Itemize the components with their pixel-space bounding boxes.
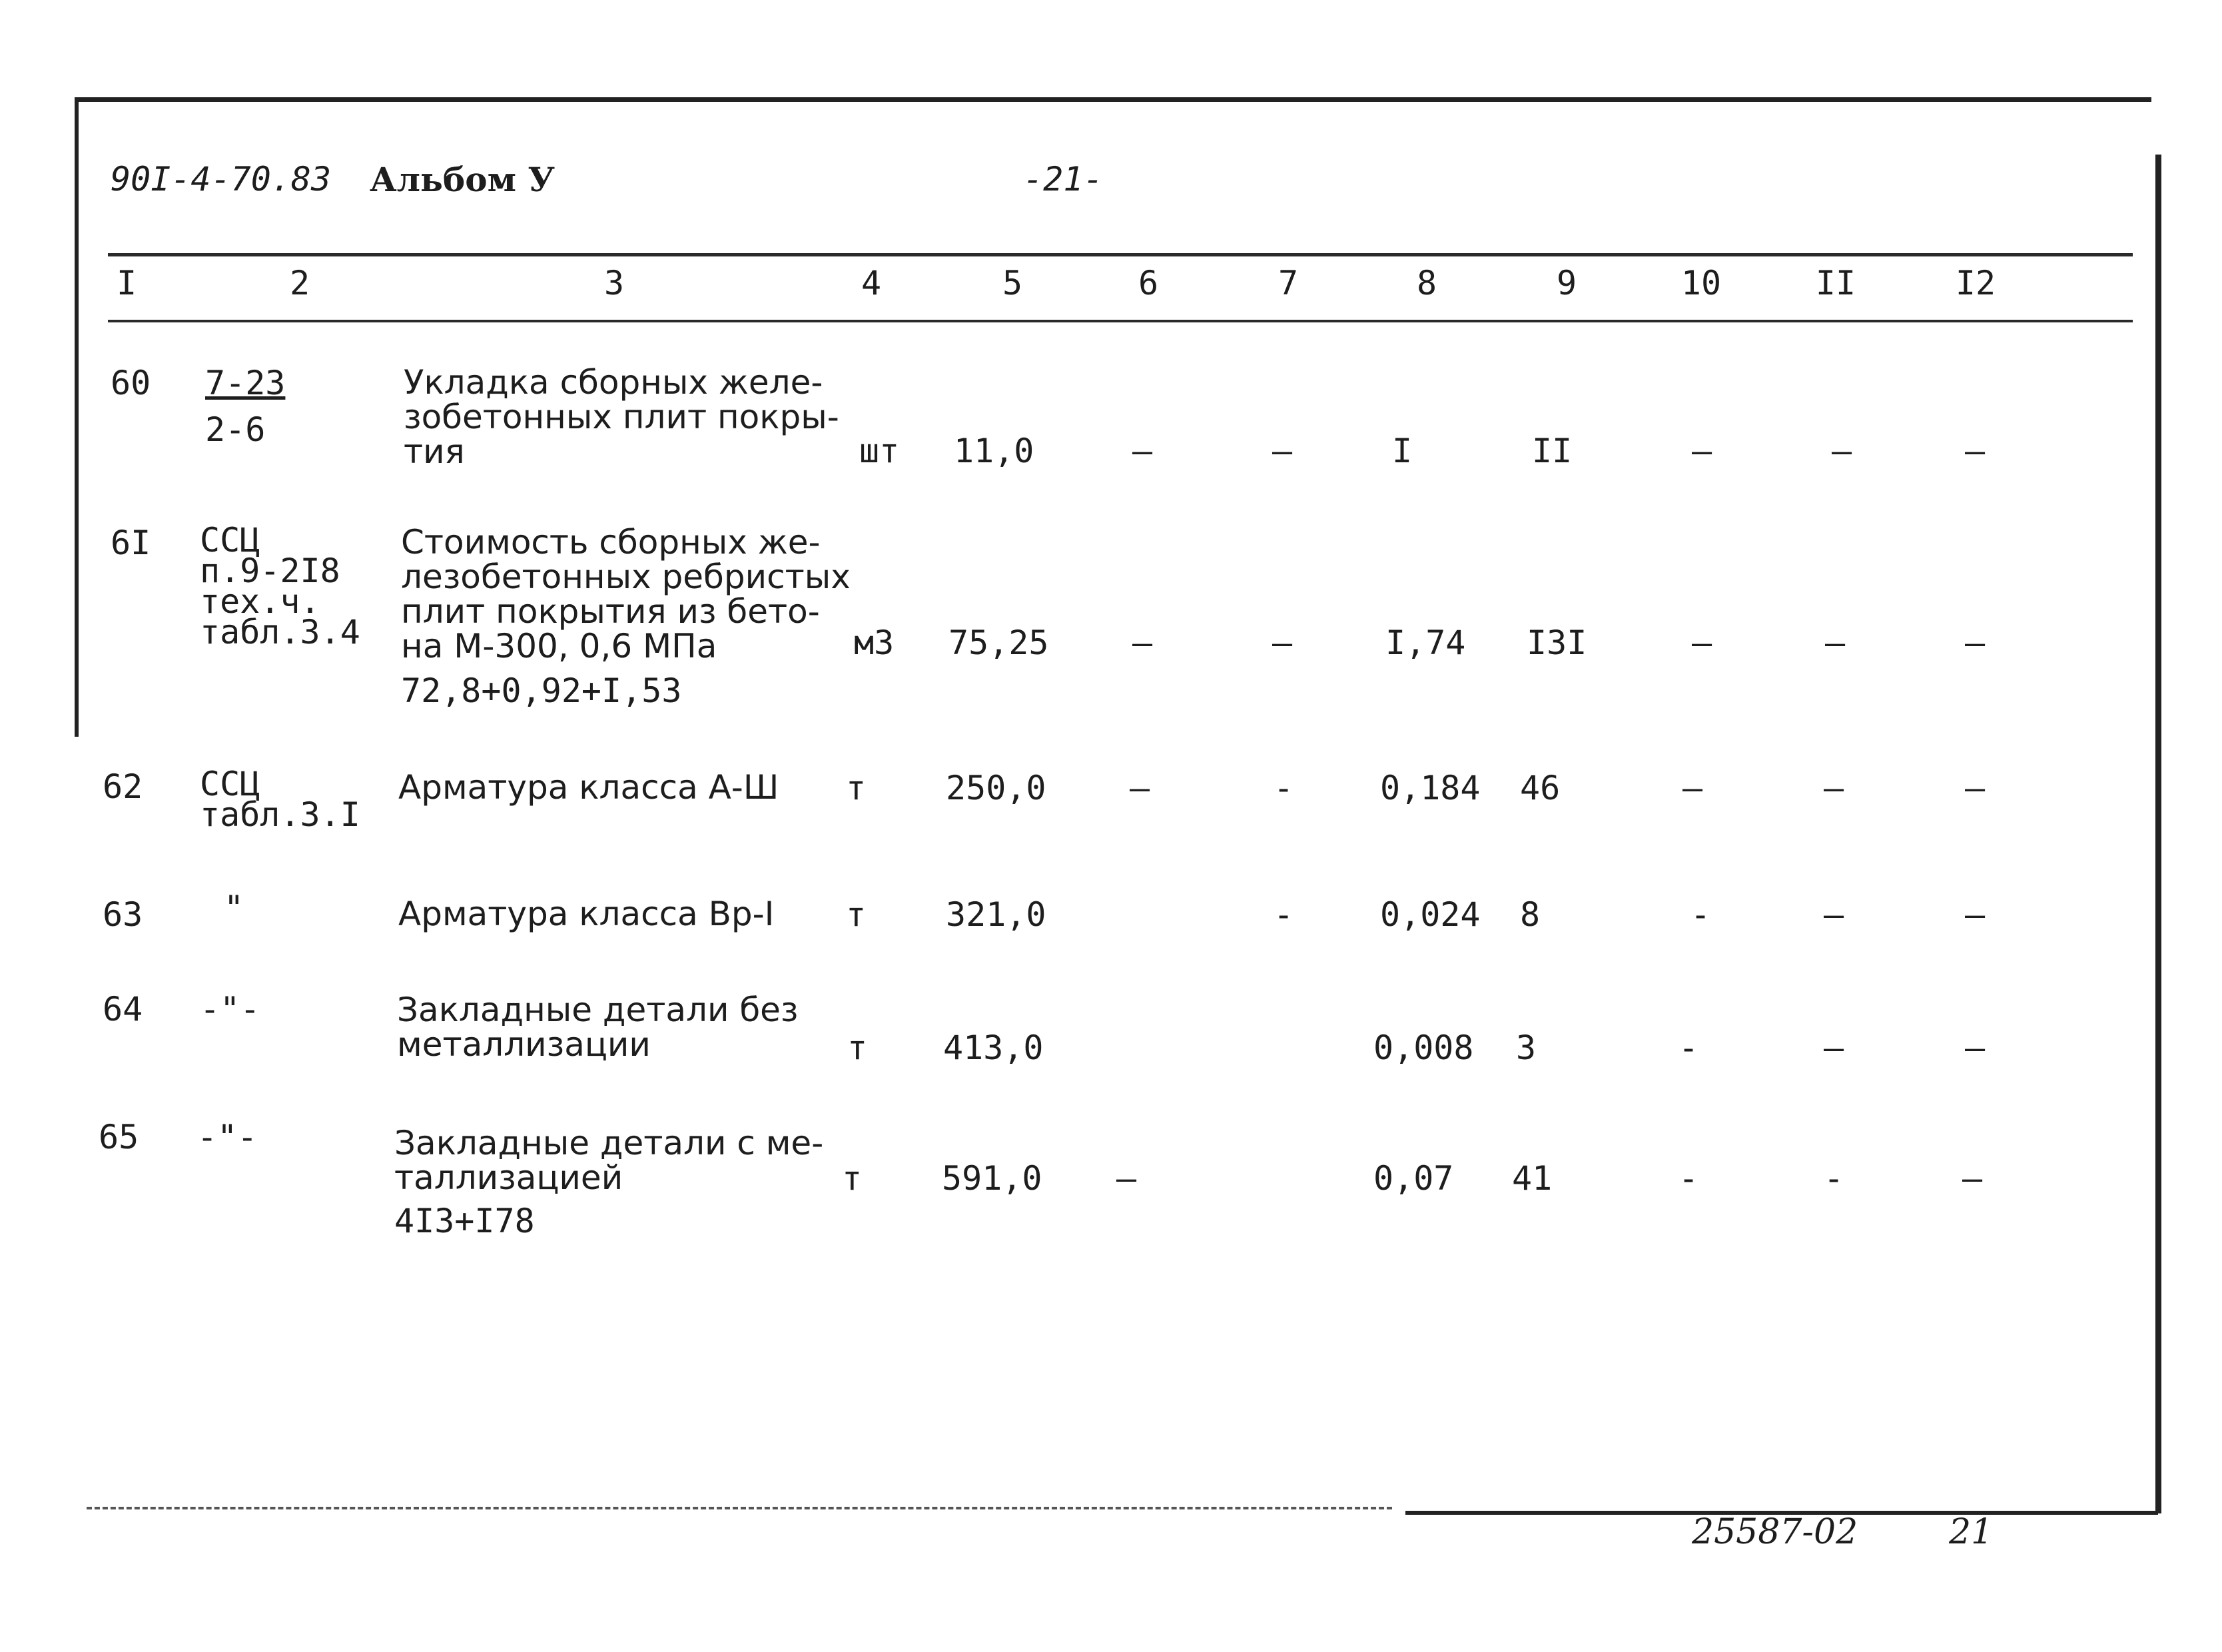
row-60-ref-bottom: 2-6 [205, 410, 266, 449]
row-64-description: Закладные детали без металлизации [397, 991, 799, 1064]
row-60-col5: 11,0 [954, 432, 1034, 470]
row-62-unit: т [846, 769, 867, 807]
row-64-num: 64 [103, 990, 143, 1029]
row-65-ref: -"- [197, 1118, 258, 1156]
row-64-col10: - [1678, 1029, 1699, 1067]
row-61-col8: I,74 [1385, 623, 1466, 662]
column-number-4: 4 [861, 264, 882, 302]
row-64-unit: т [847, 1029, 868, 1067]
album-label: Альбом У [370, 160, 556, 199]
row-60-num: 60 [111, 364, 151, 402]
frame-bottom-dashed [87, 1507, 1392, 1509]
row-65-unit: т [842, 1159, 863, 1198]
page-number: -21- [1023, 160, 1104, 199]
frame-left-border [75, 97, 79, 737]
row-61-unit: м3 [854, 623, 895, 662]
doc-code: 90I-4-70.83 [111, 160, 332, 199]
row-65-col5: 591,0 [942, 1159, 1042, 1198]
row-62-col11: – [1824, 769, 1844, 807]
column-number-11: II [1815, 264, 1856, 302]
row-64-ref: -"- [200, 990, 260, 1029]
row-61-description: Стоимость сборных же- лезобетонных ребристых плит покрытия из бето- на М-300, 0,6 МПа [401, 523, 851, 665]
row-65-col8: 0,07 [1373, 1159, 1454, 1198]
row-62-col12: – [1965, 769, 1986, 807]
row-62-col8: 0,184 [1380, 769, 1481, 807]
row-65-col9: 41 [1512, 1159, 1553, 1198]
row-61-col9: I3I [1527, 623, 1587, 662]
row-63-col9: 8 [1520, 895, 1541, 934]
column-number-3: 3 [603, 264, 625, 302]
row-65-col11: - [1824, 1159, 1844, 1198]
column-number-7: 7 [1278, 264, 1299, 302]
row-60-col8: I [1392, 432, 1413, 470]
header-rule-top [108, 253, 2133, 256]
header-rule-bottom [108, 320, 2133, 322]
row-61-num: 6I [111, 524, 151, 562]
row-65-description: Закладные детали с ме- таллизацией [394, 1124, 824, 1197]
column-number-5: 5 [1002, 264, 1023, 302]
row-61-col12: – [1965, 623, 1986, 662]
row-61-col6: – [1132, 623, 1153, 662]
row-63-col7: - [1274, 895, 1294, 934]
row-63-num: 63 [103, 895, 143, 934]
row-62-ref: ССЦ табл.3.I [200, 765, 360, 834]
row-61-col7: – [1272, 623, 1293, 662]
row-63-col11: – [1824, 895, 1844, 934]
column-number-10: 10 [1680, 264, 1722, 302]
row-63-ref: " [224, 889, 244, 927]
row-63-col12: – [1965, 895, 1986, 934]
row-65-col10: - [1678, 1159, 1699, 1198]
row-62-col9: 46 [1520, 769, 1561, 807]
row-60-col11: – [1832, 432, 1852, 470]
row-64-col9: 3 [1516, 1029, 1537, 1067]
column-number-1: I [116, 264, 137, 302]
row-60-col12: – [1965, 432, 1986, 470]
row-60-col6: – [1132, 432, 1153, 470]
row-65-col6: – [1116, 1159, 1137, 1198]
row-60-unit: шт [859, 432, 900, 470]
column-number-6: 6 [1138, 264, 1159, 302]
row-63-description: Арматура класса Вр-I [398, 895, 775, 933]
row-60-col9: II [1532, 432, 1573, 470]
row-60-col10: – [1692, 432, 1712, 470]
row-65-col12: – [1962, 1159, 1983, 1198]
frame-right-border [2155, 155, 2161, 1513]
row-65-num: 65 [99, 1118, 139, 1156]
column-number-9: 9 [1556, 264, 1577, 302]
column-number-12: I2 [1955, 264, 1996, 302]
row-60-ref-top: 7-23 [205, 364, 286, 402]
row-61-col11: – [1825, 623, 1846, 662]
row-61-ref: ССЦ п.9-2I8 тех.ч. табл.3.4 [200, 521, 360, 651]
row-63-unit: т [846, 895, 867, 934]
column-number-2: 2 [289, 264, 310, 302]
row-63-col5: 321,0 [946, 895, 1046, 934]
row-62-col7: - [1274, 769, 1294, 807]
row-62-col5: 250,0 [946, 769, 1046, 807]
row-61-col5: 75,25 [948, 623, 1049, 662]
row-61-col10: – [1692, 623, 1712, 662]
row-62-col10: – [1682, 769, 1703, 807]
footer-sheet-number: 21 [1949, 1512, 1994, 1552]
row-60-description: Укладка сборных желе- зобетонных плит покры- тия [404, 363, 839, 471]
row-65-extra: 4I3+I78 [394, 1202, 535, 1240]
row-62-num: 62 [103, 767, 143, 806]
row-64-col8: 0,008 [1373, 1029, 1474, 1067]
row-61-extra: 72,8+0,92+I,53 [401, 671, 682, 710]
row-62-col6: – [1130, 769, 1150, 807]
row-63-col8: 0,024 [1380, 895, 1481, 934]
frame-top-border [79, 97, 2151, 102]
row-62-description: Арматура класса А-Ш [398, 768, 779, 807]
row-64-col11: – [1824, 1029, 1844, 1067]
column-number-8: 8 [1416, 264, 1437, 302]
row-63-col10: - [1690, 895, 1711, 934]
row-64-col12: – [1965, 1029, 1986, 1067]
row-64-col5: 413,0 [943, 1029, 1044, 1067]
footer-stamp: 25587-02 [1692, 1512, 1858, 1552]
row-60-col7: – [1272, 432, 1293, 470]
